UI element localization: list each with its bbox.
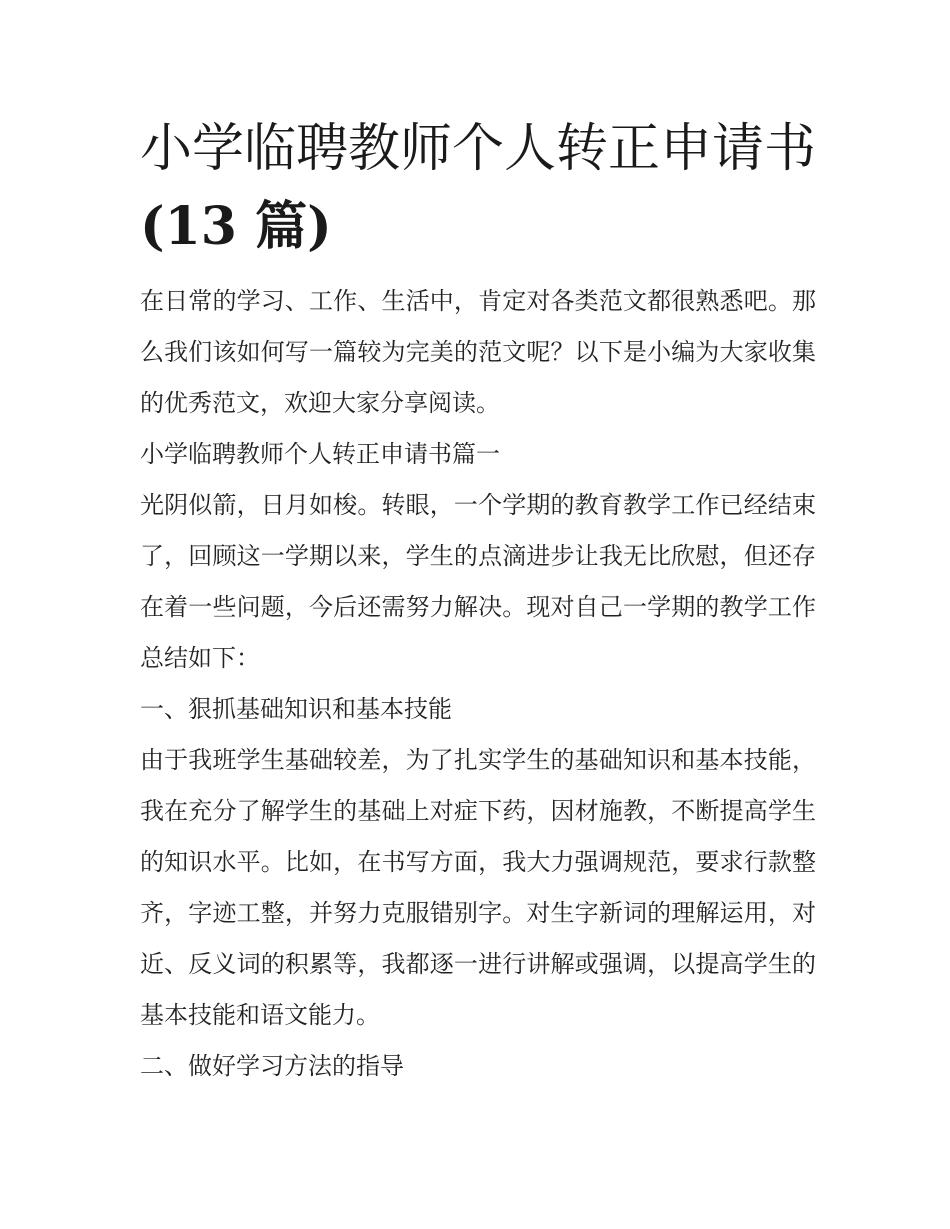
section-heading-3: 二、做好学习方法的指导 bbox=[140, 1052, 404, 1080]
section-heading-1: 小学临聘教师个人转正申请书篇一 bbox=[140, 440, 500, 468]
section-heading-2: 一、狠抓基础知识和基本技能 bbox=[140, 695, 452, 723]
document-title bbox=[140, 110, 816, 266]
intro-paragraph: 在日常的学习、工作、生活中，肯定对各类范文都很熟悉吧。那么我们该如何写一篇较为完美的范文呢？以下是小编为大家收集的优秀范文，欢迎大家分享阅读。 bbox=[140, 287, 816, 417]
body-paragraph-2: 由于我班学生基础较差，为了扎实学生的基础知识和基本技能，我在充分了解学生的基础上对症下药，因材施教，不断提高学生的知识水平。比如，在书写方面，我大力强调规范，要求行款整齐，字迹工整，并努力克服错别字。对生字新词的理解运用，对近、反义词的积累等，我都逐一进行讲解或强调，以提高学生的基本技能和语文能力。 bbox=[140, 746, 816, 1029]
title-line-2: (13 篇) bbox=[140, 196, 332, 257]
title-line-1: 小学临聘教师个人转正申请书 bbox=[140, 119, 817, 179]
body-paragraph-1: 光阴似箭，日月如梭。转眼，一个学期的教育教学工作已经结束了，回顾这一学期以来，学生的点滴进步让我无比欣慰，但还存在着一些问题，今后还需努力解决。现对自己一学期的教学工作总结如下： bbox=[140, 491, 816, 672]
document-body bbox=[140, 276, 816, 1092]
document-page bbox=[140, 110, 816, 1092]
